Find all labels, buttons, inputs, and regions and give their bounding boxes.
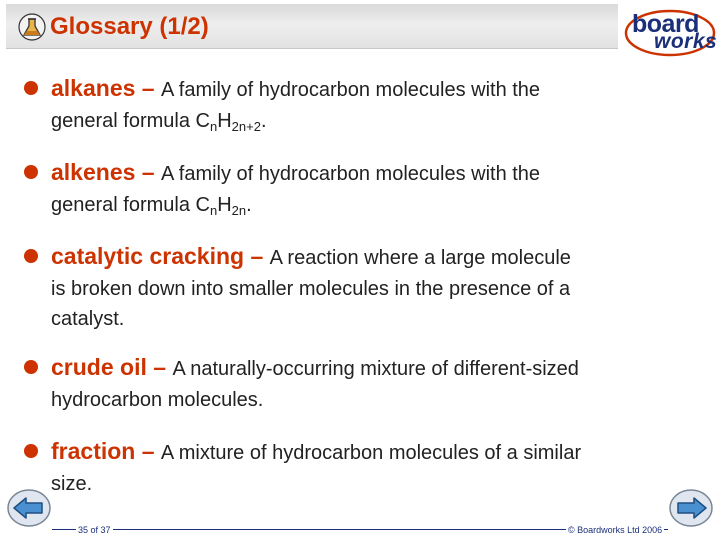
slide-number: 35 of 37 [78,525,111,535]
glossary-item-alkenes [22,156,712,240]
glossary-definition-cont: size. [51,473,93,495]
logo-text-works: works [654,30,718,53]
glossary-definition-cont: hydrocarbon molecules. [51,389,264,411]
logo-text-board: board [632,10,699,38]
glossary-term: catalytic cracking [51,243,245,269]
glossary-item-alkanes [22,72,712,156]
term-separator: – [141,159,155,185]
glossary-definition-cont: general formula $C_nH_{2n}$. [51,194,252,218]
glossary-definition: A naturally-occurring mixture of different-sized [172,358,579,380]
term-separator: – [153,354,167,380]
glossary-term: alkenes [51,159,136,185]
bullet-icon [24,81,38,95]
bullet-icon [24,165,38,179]
glossary-term: alkanes [51,75,136,101]
next-slide-button[interactable] [668,488,714,528]
arrow-right-icon [668,488,714,528]
glossary-item-catalytic-cracking [22,240,712,351]
glossary-item-crude-oil [22,351,712,435]
glossary-definition: A mixture of hydrocarbon molecules of a similar [160,442,582,464]
glossary-definition: A family of hydrocarbon molecules with the [160,163,541,185]
arrow-left-icon [6,488,52,528]
boardworks-logo [624,8,716,58]
term-separator: – [250,243,264,269]
bullet-icon [24,249,38,263]
glossary-item-fraction [22,435,712,499]
glossary-definition: A family of hydrocarbon molecules with the [160,79,541,101]
bullet-icon [24,444,38,458]
glossary-definition-cont: is broken down into smaller molecules in the presence of a [51,278,571,300]
copyright-text: © Boardworks Ltd 2006 [568,525,663,535]
glossary-term: crude oil [51,354,147,380]
glossary-definition-cont: catalyst. [51,308,125,330]
term-separator: – [141,438,155,464]
previous-slide-button[interactable] [6,488,52,528]
bullet-icon [24,360,38,374]
glossary-definition: A reaction where a large molecule [269,247,571,269]
glossary-term: fraction [51,438,136,464]
page-title: Glossary (1/2) [50,13,209,40]
glossary-list [22,72,712,499]
glossary-definition-cont: general formula $C_nH_{2n+2}$. [51,110,267,134]
flask-icon [18,13,46,41]
term-separator: – [141,75,155,101]
